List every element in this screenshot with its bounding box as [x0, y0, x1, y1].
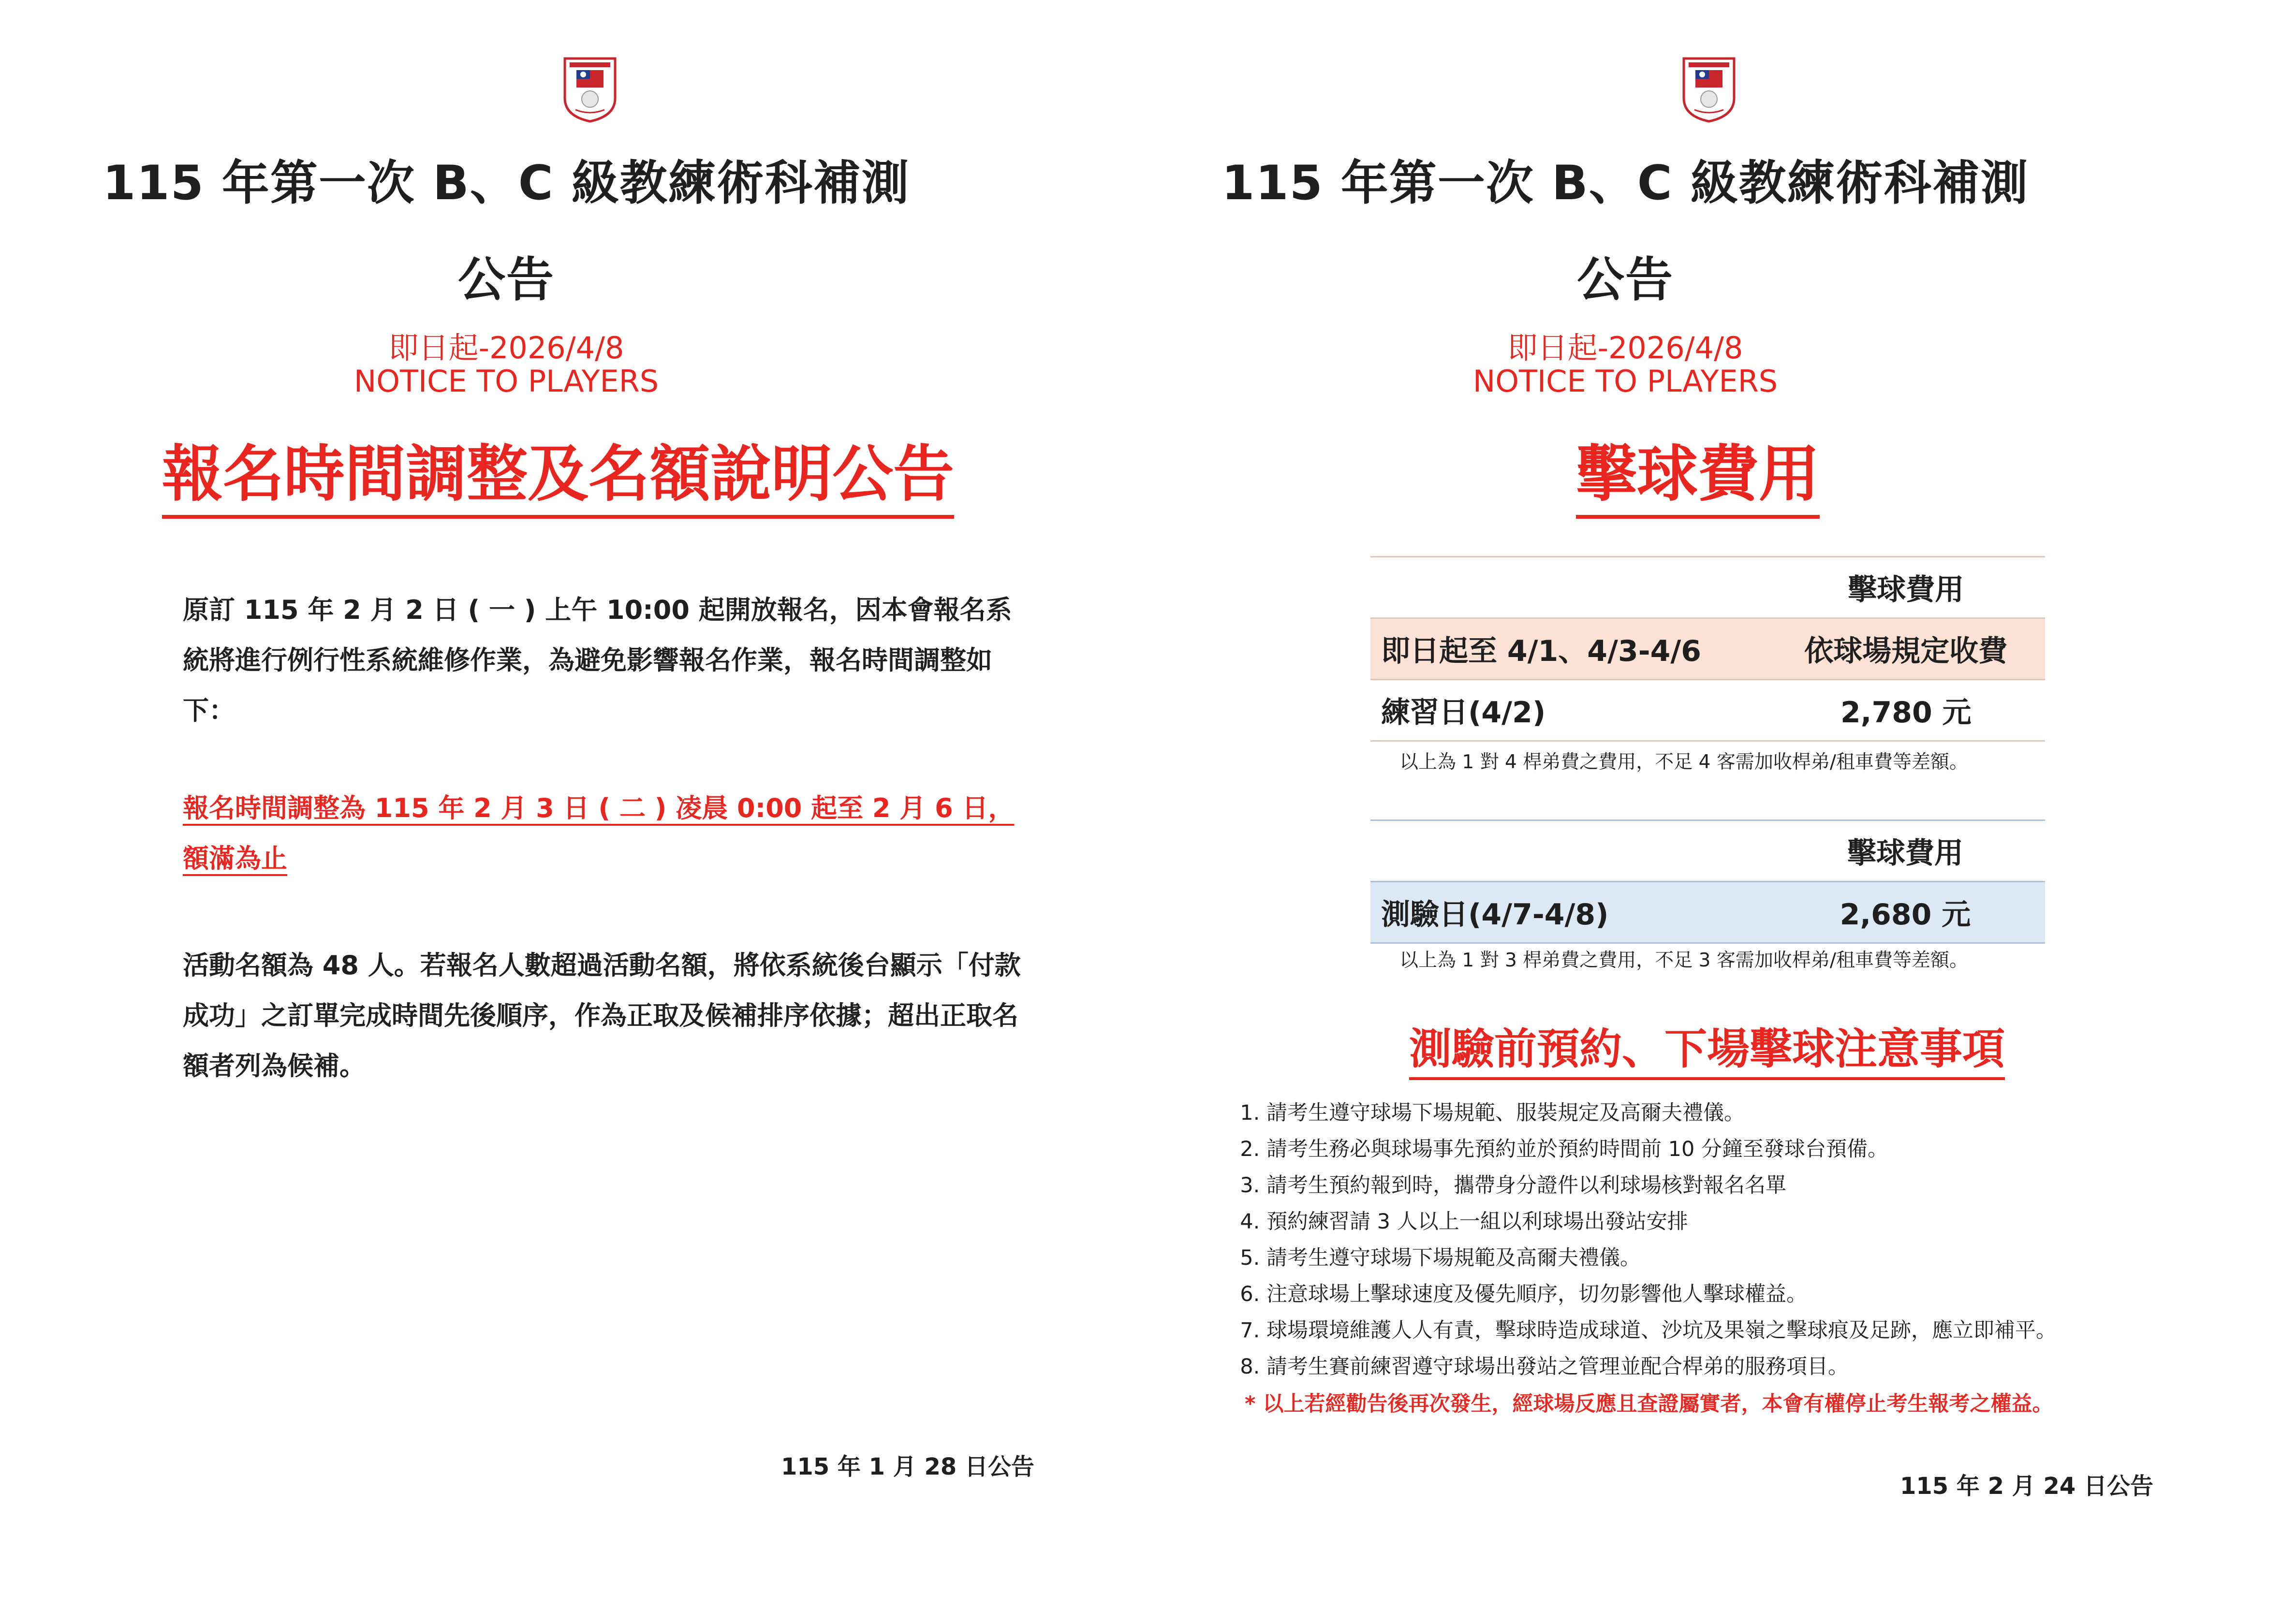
paragraph-adjusted-schedule: [183, 783, 1031, 884]
announcement-date: 115 年 2 月 24 日公告: [1900, 1473, 2153, 1500]
paragraph-quota: 活動名額為 48 人。若報名人數超過活動名額，將依系統後台顯示「付款成功」之訂單完成時間先後順序，作為正取及候補排序依據；超出正取名額者列為候補。: [183, 950, 1021, 1081]
association-logo-icon: [561, 56, 619, 123]
notice-label: NOTICE TO PLAYERS: [353, 364, 659, 399]
fee-note-practice: 以上為 1 對 4 桿弟費之費用，不足 4 客需加收桿弟/租車費等差額。: [1399, 751, 1968, 773]
table-header-cell: 擊球費用: [1767, 557, 2045, 618]
announcement-headline: 報名時間調整及名額說明公告: [162, 425, 954, 519]
announcement-date: 115 年 1 月 28 日公告: [781, 1453, 1034, 1480]
fee-table-exam: [1370, 819, 2045, 944]
table-row: [1370, 618, 2045, 680]
notice-label: NOTICE TO PLAYERS: [1472, 364, 1778, 399]
rules-list: [1240, 1095, 2282, 1385]
page-title-line1: 115 年第一次 B、C 級教練術科補測: [103, 156, 910, 211]
table-header-cell: 擊球費用: [1766, 820, 2045, 882]
warning-note: * 以上若經勸告後再次發生，經球場反應且查證屬實者，本會有權停止考生報考之權益。: [1245, 1392, 2053, 1416]
table-cell-label: 即日起至 4/1、4/3-4/6: [1370, 618, 1767, 680]
table-cell-value: 依球場規定收費: [1767, 618, 2045, 680]
association-logo-icon: [1680, 56, 1738, 123]
table-cell-value: 2,780 元: [1767, 680, 2045, 741]
table-cell-label: 練習日(4/2): [1370, 680, 1767, 741]
rules-title: 測驗前預約、下場擊球注意事項: [1409, 1015, 2005, 1080]
fee-table-practice: [1370, 556, 2045, 742]
list-item: 8. 請考生賽前練習遵守球場出發站之管理並配合桿弟的服務項目。: [1266, 1349, 2282, 1385]
fee-note-exam: 以上為 1 對 3 桿弟費之費用，不足 3 客需加收桿弟/租車費等差額。: [1399, 950, 1968, 971]
page-title-line2: 公告: [1576, 252, 1674, 307]
date-range: 即日起-2026/4/8: [1507, 330, 1743, 366]
page-title-line1: 115 年第一次 B、C 級教練術科補測: [1222, 156, 2029, 211]
adjusted-schedule-text: 報名時間調整為 115 年 2 月 3 日 ( 二 ) 凌晨 0:00 起至 2 月 6 日，額滿為止: [183, 793, 1015, 874]
page-title-line2: 公告: [457, 252, 555, 307]
table-row: [1370, 882, 2045, 943]
list-item: 5. 請考生遵守球場下場規範及高爾夫禮儀。: [1266, 1240, 2282, 1276]
list-item: 4. 預約練習請 3 人以上一組以利球場出發站安排: [1266, 1204, 2282, 1240]
list-item: 3. 請考生預約報到時，攜帶身分證件以利球場核對報名名單: [1266, 1168, 2282, 1204]
fee-headline: 擊球費用: [1576, 425, 1820, 519]
list-item: 1. 請考生遵守球場下場規範、服裝規定及高爾夫禮儀。: [1266, 1095, 2282, 1131]
table-cell-label: 測驗日(4/7-4/8): [1370, 882, 1766, 943]
paragraph-original-schedule: 原訂 115 年 2 月 2 日 ( 一 ) 上午 10:00 起開放報名，因本會報名系統將進行例行性系統維修作業，為避免影響報名作業，報名時間調整如下：: [183, 595, 1012, 726]
right-announcement-page: [1148, 0, 2296, 1623]
list-item: 6. 注意球場上擊球速度及優先順序，切勿影響他人擊球權益。: [1266, 1276, 2282, 1313]
table-cell-value: 2,680 元: [1766, 882, 2045, 943]
table-row: [1370, 680, 2045, 741]
table-header-row: [1370, 820, 2045, 882]
list-item: 7. 球場環境維護人人有責，擊球時造成球道、沙坑及果嶺之擊球痕及足跡，應立即補平。: [1266, 1313, 2282, 1349]
table-header-row: [1370, 557, 2045, 618]
list-item: 2. 請考生務必與球場事先預約並於預約時間前 10 分鐘至發球台預備。: [1266, 1131, 2282, 1168]
date-range: 即日起-2026/4/8: [388, 330, 624, 366]
